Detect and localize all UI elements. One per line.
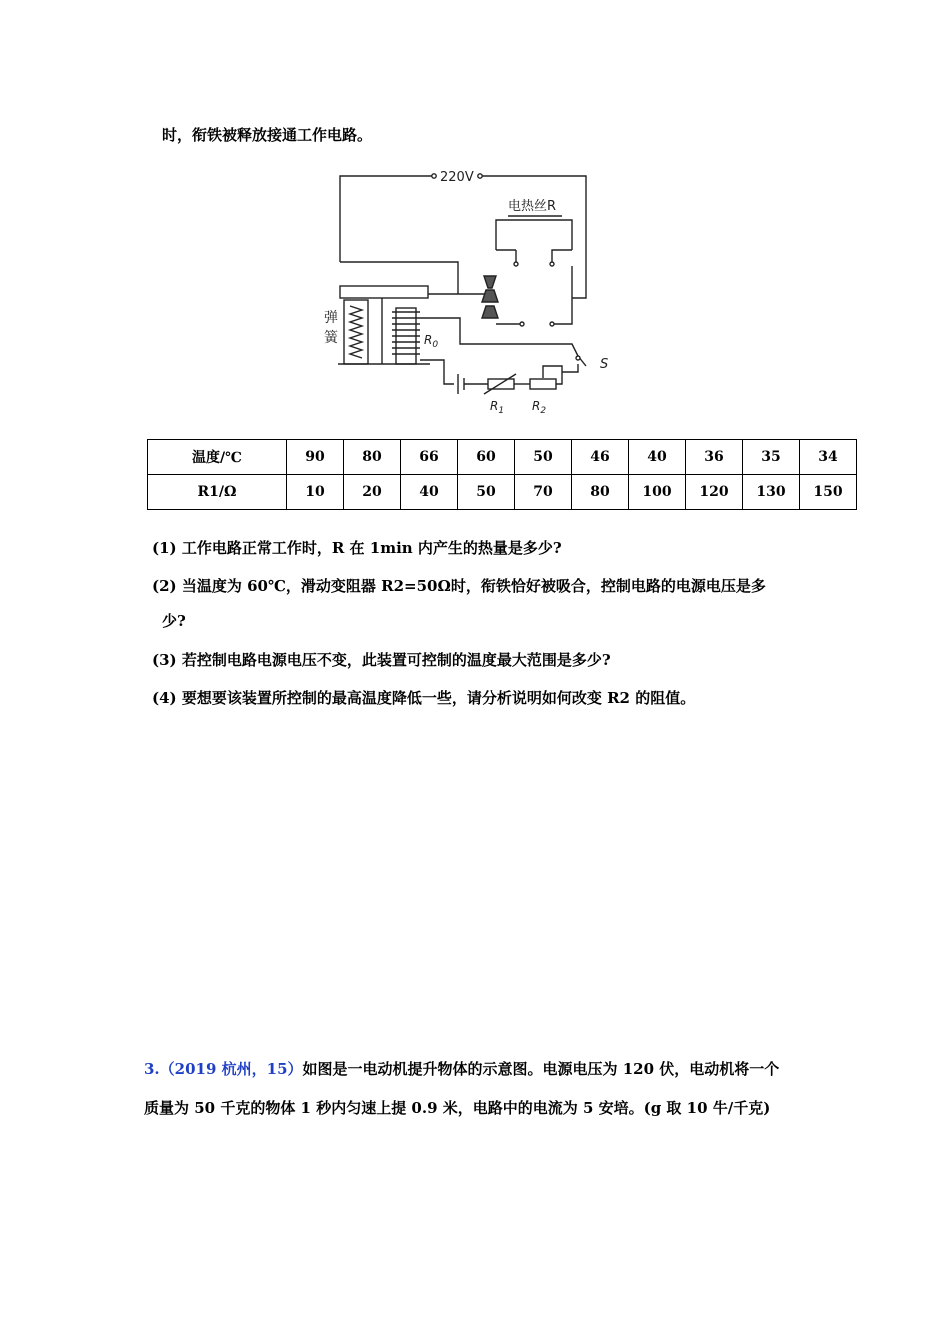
table-cell: 80 — [572, 475, 629, 510]
voltage-label: 220V — [440, 170, 474, 185]
table-cell: 130 — [743, 475, 800, 510]
table-cell: 66 — [401, 440, 458, 475]
table-cell: 120 — [686, 475, 743, 510]
table-row — [148, 475, 857, 510]
spring-label-1: 弹 — [324, 310, 338, 326]
table-cell: 36 — [686, 440, 743, 475]
spring-icon — [350, 306, 362, 358]
r2-label: R — [532, 399, 541, 413]
temperature-resistance-table — [147, 439, 857, 510]
question-2-line-2: 少? — [162, 612, 186, 630]
problem-3-line-2: 质量为 50 千克的物体 1 秒内匀速上提 0.9 米，电路中的电流为 5 安培。(g 取 10 牛/千克) — [144, 1099, 771, 1117]
table-cell: 10 — [287, 475, 344, 510]
question-1: (1) 工作电路正常工作时，R 在 1min 内产生的热量是多少? — [152, 539, 562, 557]
table-cell: 60 — [458, 440, 515, 475]
question-4: (4) 要想要该装置所控制的最高温度降低一些，请分析说明如何改变 R2 的阻值。 — [152, 689, 696, 707]
svg-text:R2 — [532, 399, 546, 416]
spring-label-2: 簧 — [324, 330, 338, 346]
table-cell: 50 — [515, 440, 572, 475]
table-cell: 40 — [401, 475, 458, 510]
table-cell: 34 — [800, 440, 857, 475]
heater-label: 电热丝R — [508, 199, 557, 214]
svg-text:R0 — [424, 333, 438, 350]
question-2-line-1: (2) 当温度为 60℃，滑动变阻器 R2=50Ω时，衔铁恰好被吸合，控制电路的电源电压是多 — [152, 577, 766, 595]
r0-label: R — [424, 333, 433, 347]
table-cell: 70 — [515, 475, 572, 510]
r0-sub: 0 — [432, 340, 439, 350]
r1-sub: 1 — [498, 406, 505, 416]
table-cell: 35 — [743, 440, 800, 475]
r1-label: R — [490, 399, 499, 413]
table-cell: 80 — [344, 440, 401, 475]
wire-top-left — [340, 176, 432, 262]
switch-label: S — [600, 357, 609, 372]
table-cell: 100 — [629, 475, 686, 510]
relay-circuit-diagram — [310, 166, 630, 426]
table-cell: 46 — [572, 440, 629, 475]
r2-sub: 2 — [540, 406, 547, 416]
problem-3-source: 3.（2019 杭州，15） — [144, 1060, 303, 1078]
table-header-temperature: 温度/℃ — [148, 440, 287, 475]
table-cell: 150 — [800, 475, 857, 510]
table-header-resistance: R1/Ω — [148, 475, 287, 510]
problem-3-line-1 — [144, 1058, 779, 1079]
r2-rheostat-icon — [530, 379, 556, 389]
wire-top-right — [482, 176, 586, 298]
table-cell: 90 — [287, 440, 344, 475]
svg-text:R1 — [490, 399, 504, 416]
table-cell: 40 — [629, 440, 686, 475]
table-cell: 20 — [344, 475, 401, 510]
intro-text: 时，衔铁被释放接通工作电路。 — [162, 126, 373, 144]
problem-3-text: 如图是一电动机提升物体的示意图。电源电压为 120 伏，电动机将一个 — [302, 1060, 780, 1078]
table-row — [148, 440, 857, 475]
table-cell: 50 — [458, 475, 515, 510]
question-3: (3) 若控制电路电源电压不变，此装置可控制的温度最大范围是多少? — [152, 651, 611, 669]
